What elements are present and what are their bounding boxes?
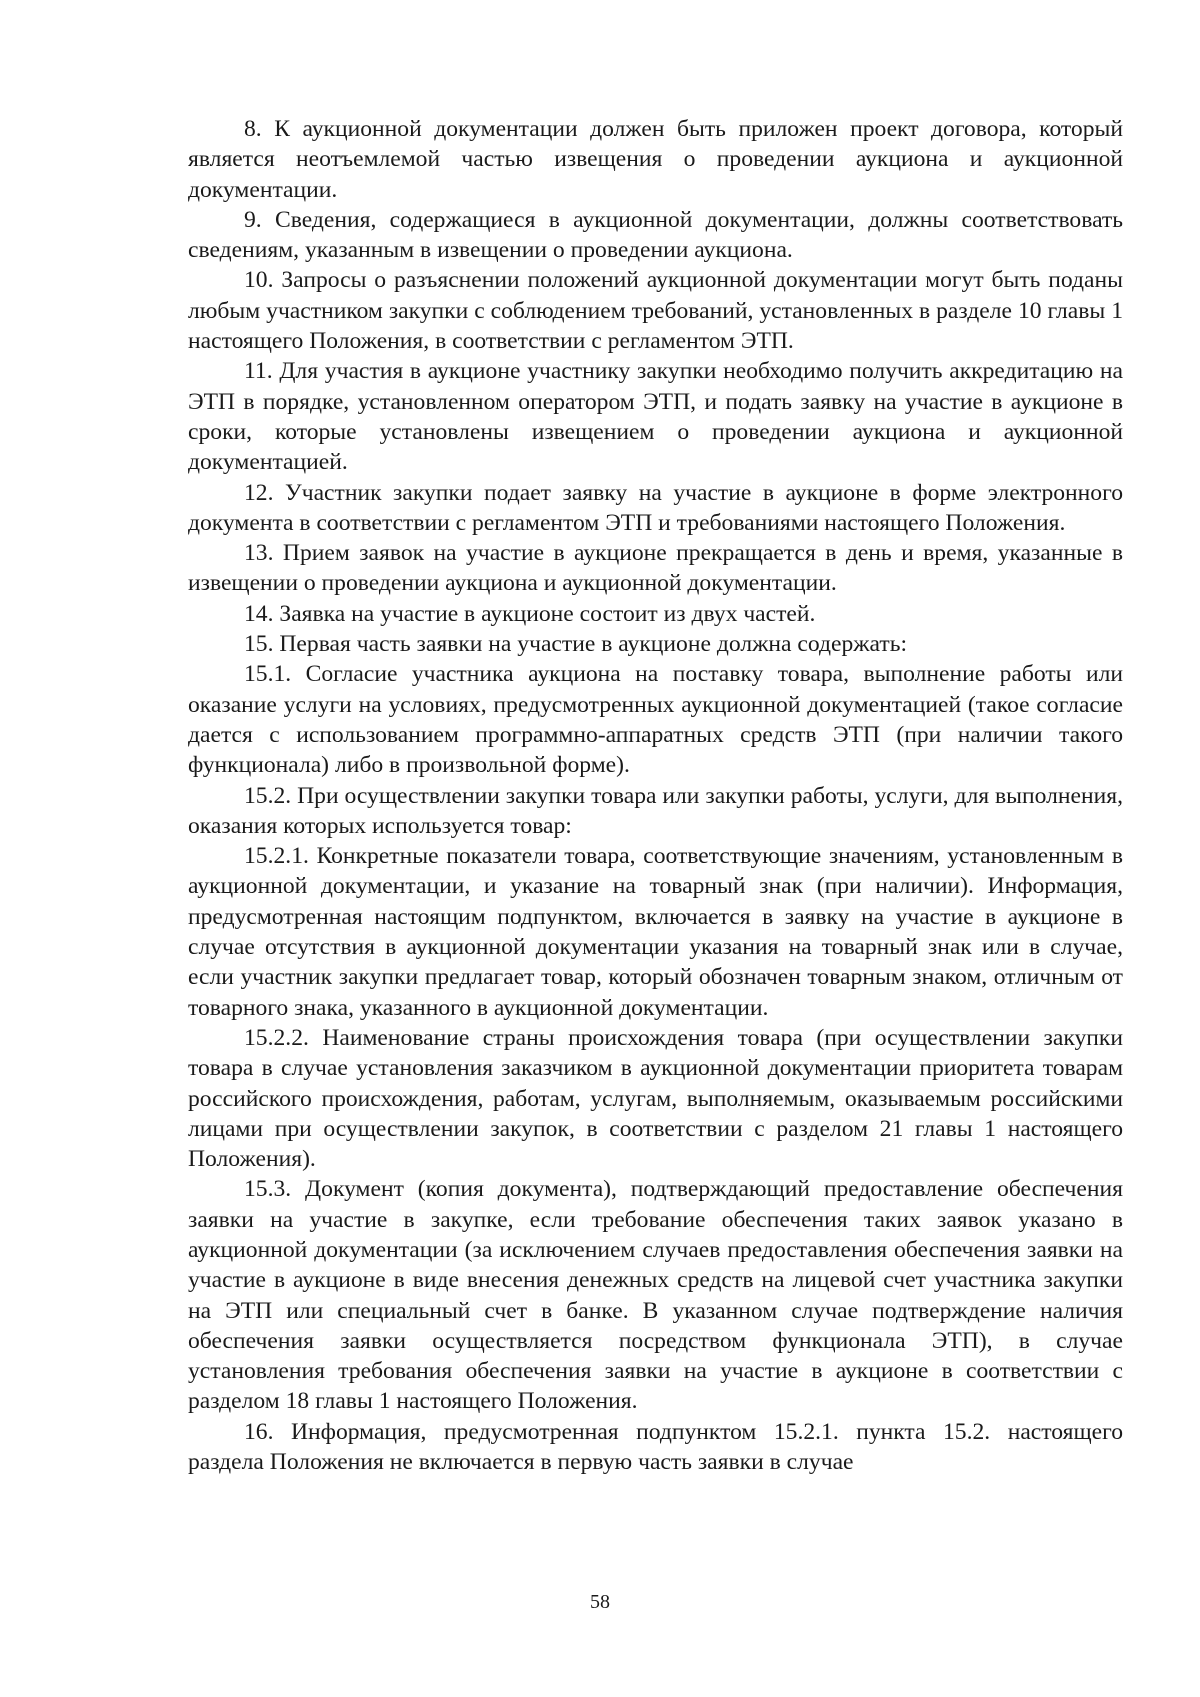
paragraph-15-2: 15.2. При осуществлении закупки товара или закупки работы, услуги, для выполнения, оказания которых используется товар: [188,782,1123,839]
document-body [188,114,1123,1477]
paragraph-15-3: 15.3. Документ (копия документа), подтверждающий предоставление обеспечения заявки на участие в закупке, если требование обеспечения таких заявок указано в аукционной документации (за исключением случаев предоставления обеспечения заявки на участие в аукционе в виде внесения денежных средств на лицевой счет участника закупки на ЭТП или специальный счет в банке. В указанном случае подтверждение наличия обеспечения заявки осуществляется посредством функционала ЭТП), в случае установления требования обеспечения заявки на участие в аукционе в соответствии с разделом 18 главы 1 настоящего Положения. [188,1176,1123,1415]
paragraph-15-2-1: 15.2.1. Конкретные показатели товара, соответствующие значениям, установленным в аукционной документации, и указание на товарный знак (при наличии). Информация, предусмотренная настоящим подпунктом, включается в заявку на участие в аукционе в случае отсутствия в аукционной документации указания на товарный знак или в случае, если участник закупки предлагает товар, который обозначен товарным знаком, отличным от товарного знака, указанного в аукционной документации. [188,843,1123,1021]
paragraph-14: 14. Заявка на участие в аукционе состоит из двух частей. [244,600,816,627]
paragraph-10: 10. Запросы о разъяснении положений аукционной документации могут быть поданы любым участником закупки с соблюдением требований, установленных в разделе 10 главы 1 настоящего Положения, в соответствии с регламентом ЭТП. [188,267,1123,355]
paragraph-12: 12. Участник закупки подает заявку на участие в аукционе в форме электронного документа в соответствии с регламентом ЭТП и требованиями настоящего Положения. [188,479,1123,536]
paragraph-13: 13. Прием заявок на участие в аукционе прекращается в день и время, указанные в извещении о проведении аукциона и аукционной документации. [188,540,1123,597]
paragraph-8: 8. К аукционной документации должен быть приложен проект договора, который является неотъемлемой частью извещения о проведении аукциона и аукционной документации. [188,116,1123,203]
paragraph-16: 16. Информация, предусмотренная подпунктом 15.2.1. пункта 15.2. настоящего раздела Положения не включается в первую часть заявки в случае [188,1418,1123,1476]
page-number: 58 [590,1591,610,1613]
paragraph-15-1: 15.1. Согласие участника аукциона на поставку товара, выполнение работы или оказание услуги на условиях, предусмотренных аукционной документацией (такое согласие дается с использованием программно-аппаратных средств ЭТП (при наличии такого функционала) либо в произвольной форме). [188,661,1123,779]
paragraph-9: 9. Сведения, содержащиеся в аукционной документации, должны соответствовать сведениям, указанным в извещении о проведении аукциона. [188,206,1123,264]
paragraph-11: 11. Для участия в аукционе участнику закупки необходимо получить аккредитацию на ЭТП в порядке, установленном оператором ЭТП, и подать заявку на участие в аукционе в сроки, которые установлены извещением о проведении аукциона и аукционной документацией. [188,358,1123,476]
paragraph-15-2-2: 15.2.2. Наименование страны происхождения товара (при осуществлении закупки товара в случае установления заказчиком в аукционной документации приоритета товарам российского происхождения, работам, услугам, выполняемым, оказываемым российскими лицами при осуществлении закупок, в соответствии с разделом 21 главы 1 настоящего Положения). [188,1024,1123,1173]
paragraph-15: 15. Первая часть заявки на участие в аукционе должна содержать: [244,631,908,658]
